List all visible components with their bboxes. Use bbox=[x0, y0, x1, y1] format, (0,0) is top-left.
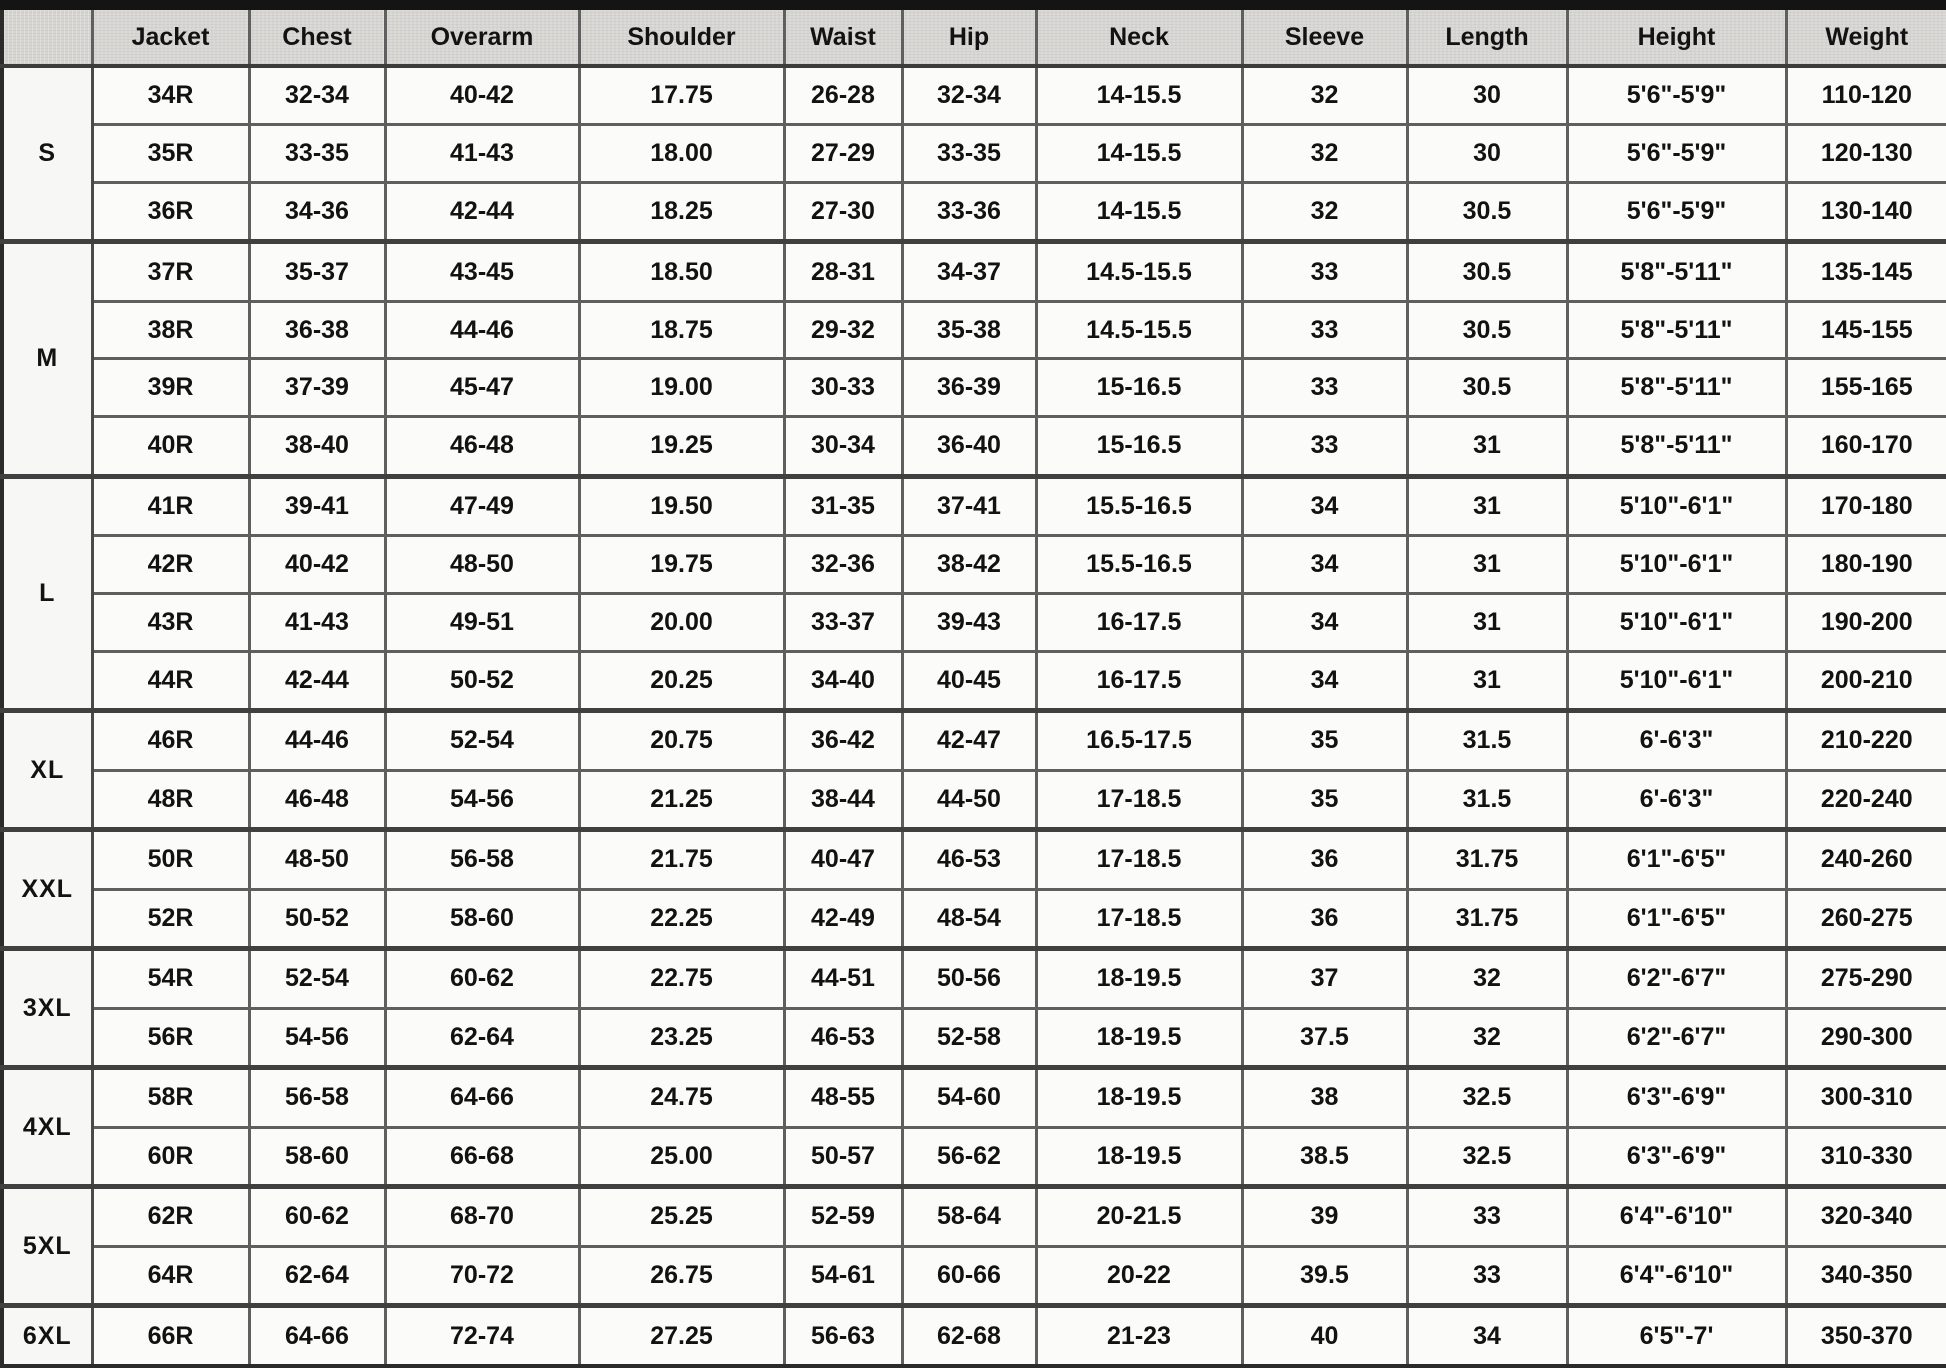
cell-length-46r: 31.5 bbox=[1407, 711, 1567, 771]
cell-neck-46r: 16.5-17.5 bbox=[1036, 711, 1242, 771]
cell-sleeve-56r: 37.5 bbox=[1242, 1008, 1407, 1068]
table-row-60r bbox=[2, 1127, 1946, 1187]
cell-waist-42r: 32-36 bbox=[784, 536, 902, 594]
cell-chest-35r: 33-35 bbox=[249, 125, 385, 183]
cell-hip-39r: 36-39 bbox=[902, 359, 1036, 417]
size-group-label-s: S bbox=[2, 66, 92, 242]
cell-neck-44r: 16-17.5 bbox=[1036, 651, 1242, 711]
cell-overarm-58r: 64-66 bbox=[385, 1068, 579, 1128]
column-header-sleeve: Sleeve bbox=[1242, 5, 1407, 66]
cell-waist-56r: 46-53 bbox=[784, 1008, 902, 1068]
cell-waist-64r: 54-61 bbox=[784, 1246, 902, 1306]
cell-shoulder-62r: 25.25 bbox=[579, 1187, 784, 1247]
cell-height-50r: 6'1"-6'5" bbox=[1567, 830, 1786, 890]
cell-overarm-38r: 44-46 bbox=[385, 301, 579, 359]
cell-chest-38r: 36-38 bbox=[249, 301, 385, 359]
cell-jacket-36r: 36R bbox=[92, 182, 249, 242]
cell-height-38r: 5'8"-5'11" bbox=[1567, 301, 1786, 359]
cell-weight-46r: 210-220 bbox=[1786, 711, 1946, 771]
cell-shoulder-43r: 20.00 bbox=[579, 593, 784, 651]
cell-weight-38r: 145-155 bbox=[1786, 301, 1946, 359]
cell-height-58r: 6'3"-6'9" bbox=[1567, 1068, 1786, 1128]
table-row-62r bbox=[2, 1187, 1946, 1247]
cell-weight-35r: 120-130 bbox=[1786, 125, 1946, 183]
cell-shoulder-34r: 17.75 bbox=[579, 66, 784, 125]
cell-shoulder-46r: 20.75 bbox=[579, 711, 784, 771]
cell-waist-58r: 48-55 bbox=[784, 1068, 902, 1128]
size-group-label-m: M bbox=[2, 242, 92, 476]
cell-chest-66r: 64-66 bbox=[249, 1306, 385, 1366]
cell-height-46r: 6'-6'3" bbox=[1567, 711, 1786, 771]
cell-overarm-34r: 40-42 bbox=[385, 66, 579, 125]
cell-hip-46r: 42-47 bbox=[902, 711, 1036, 771]
cell-length-60r: 32.5 bbox=[1407, 1127, 1567, 1187]
table-row-66r bbox=[2, 1306, 1946, 1366]
cell-height-56r: 6'2"-6'7" bbox=[1567, 1008, 1786, 1068]
cell-sleeve-39r: 33 bbox=[1242, 359, 1407, 417]
table-row-48r bbox=[2, 770, 1946, 830]
cell-sleeve-52r: 36 bbox=[1242, 889, 1407, 949]
cell-waist-39r: 30-33 bbox=[784, 359, 902, 417]
cell-weight-54r: 275-290 bbox=[1786, 949, 1946, 1009]
cell-height-35r: 5'6"-5'9" bbox=[1567, 125, 1786, 183]
cell-length-66r: 34 bbox=[1407, 1306, 1567, 1366]
cell-waist-52r: 42-49 bbox=[784, 889, 902, 949]
cell-waist-60r: 50-57 bbox=[784, 1127, 902, 1187]
cell-overarm-56r: 62-64 bbox=[385, 1008, 579, 1068]
cell-overarm-48r: 54-56 bbox=[385, 770, 579, 830]
table-row-36r bbox=[2, 182, 1946, 242]
size-group-label-l: L bbox=[2, 476, 92, 710]
cell-sleeve-50r: 36 bbox=[1242, 830, 1407, 890]
cell-height-52r: 6'1"-6'5" bbox=[1567, 889, 1786, 949]
cell-chest-41r: 39-41 bbox=[249, 476, 385, 536]
cell-shoulder-38r: 18.75 bbox=[579, 301, 784, 359]
cell-length-35r: 30 bbox=[1407, 125, 1567, 183]
cell-sleeve-40r: 33 bbox=[1242, 417, 1407, 477]
cell-chest-52r: 50-52 bbox=[249, 889, 385, 949]
cell-neck-36r: 14-15.5 bbox=[1036, 182, 1242, 242]
cell-hip-35r: 33-35 bbox=[902, 125, 1036, 183]
size-group-label-6xl: 6XL bbox=[2, 1306, 92, 1366]
cell-length-38r: 30.5 bbox=[1407, 301, 1567, 359]
cell-chest-48r: 46-48 bbox=[249, 770, 385, 830]
cell-weight-42r: 180-190 bbox=[1786, 536, 1946, 594]
cell-weight-36r: 130-140 bbox=[1786, 182, 1946, 242]
cell-jacket-42r: 42R bbox=[92, 536, 249, 594]
cell-length-34r: 30 bbox=[1407, 66, 1567, 125]
cell-length-44r: 31 bbox=[1407, 651, 1567, 711]
table-row-42r bbox=[2, 536, 1946, 594]
cell-waist-44r: 34-40 bbox=[784, 651, 902, 711]
cell-neck-40r: 15-16.5 bbox=[1036, 417, 1242, 477]
column-header-shoulder: Shoulder bbox=[579, 5, 784, 66]
cell-waist-34r: 26-28 bbox=[784, 66, 902, 125]
cell-length-62r: 33 bbox=[1407, 1187, 1567, 1247]
cell-hip-60r: 56-62 bbox=[902, 1127, 1036, 1187]
cell-waist-41r: 31-35 bbox=[784, 476, 902, 536]
cell-hip-43r: 39-43 bbox=[902, 593, 1036, 651]
table-row-56r bbox=[2, 1008, 1946, 1068]
column-header-jacket: Jacket bbox=[92, 5, 249, 66]
size-group-label-xl: XL bbox=[2, 711, 92, 830]
cell-weight-62r: 320-340 bbox=[1786, 1187, 1946, 1247]
cell-sleeve-62r: 39 bbox=[1242, 1187, 1407, 1247]
cell-chest-62r: 60-62 bbox=[249, 1187, 385, 1247]
cell-weight-34r: 110-120 bbox=[1786, 66, 1946, 125]
cell-overarm-64r: 70-72 bbox=[385, 1246, 579, 1306]
cell-jacket-46r: 46R bbox=[92, 711, 249, 771]
cell-height-44r: 5'10"-6'1" bbox=[1567, 651, 1786, 711]
column-header-chest: Chest bbox=[249, 5, 385, 66]
column-header-hip: Hip bbox=[902, 5, 1036, 66]
cell-jacket-52r: 52R bbox=[92, 889, 249, 949]
cell-chest-60r: 58-60 bbox=[249, 1127, 385, 1187]
cell-sleeve-54r: 37 bbox=[1242, 949, 1407, 1009]
cell-weight-40r: 160-170 bbox=[1786, 417, 1946, 477]
cell-height-36r: 5'6"-5'9" bbox=[1567, 182, 1786, 242]
cell-height-42r: 5'10"-6'1" bbox=[1567, 536, 1786, 594]
cell-weight-66r: 350-370 bbox=[1786, 1306, 1946, 1366]
cell-overarm-66r: 72-74 bbox=[385, 1306, 579, 1366]
cell-waist-38r: 29-32 bbox=[784, 301, 902, 359]
table-row-37r bbox=[2, 242, 1946, 302]
cell-length-37r: 30.5 bbox=[1407, 242, 1567, 302]
cell-jacket-34r: 34R bbox=[92, 66, 249, 125]
cell-length-42r: 31 bbox=[1407, 536, 1567, 594]
cell-hip-34r: 32-34 bbox=[902, 66, 1036, 125]
cell-overarm-40r: 46-48 bbox=[385, 417, 579, 477]
cell-overarm-62r: 68-70 bbox=[385, 1187, 579, 1247]
cell-height-48r: 6'-6'3" bbox=[1567, 770, 1786, 830]
cell-hip-37r: 34-37 bbox=[902, 242, 1036, 302]
cell-overarm-41r: 47-49 bbox=[385, 476, 579, 536]
cell-overarm-54r: 60-62 bbox=[385, 949, 579, 1009]
cell-length-54r: 32 bbox=[1407, 949, 1567, 1009]
cell-neck-37r: 14.5-15.5 bbox=[1036, 242, 1242, 302]
cell-shoulder-50r: 21.75 bbox=[579, 830, 784, 890]
cell-length-39r: 30.5 bbox=[1407, 359, 1567, 417]
cell-neck-38r: 14.5-15.5 bbox=[1036, 301, 1242, 359]
table-header bbox=[2, 5, 1946, 66]
cell-weight-58r: 300-310 bbox=[1786, 1068, 1946, 1128]
cell-chest-40r: 38-40 bbox=[249, 417, 385, 477]
cell-height-43r: 5'10"-6'1" bbox=[1567, 593, 1786, 651]
cell-overarm-52r: 58-60 bbox=[385, 889, 579, 949]
cell-neck-42r: 15.5-16.5 bbox=[1036, 536, 1242, 594]
cell-shoulder-41r: 19.50 bbox=[579, 476, 784, 536]
cell-chest-37r: 35-37 bbox=[249, 242, 385, 302]
cell-hip-58r: 54-60 bbox=[902, 1068, 1036, 1128]
cell-hip-40r: 36-40 bbox=[902, 417, 1036, 477]
cell-jacket-39r: 39R bbox=[92, 359, 249, 417]
table-row-43r bbox=[2, 593, 1946, 651]
cell-height-39r: 5'8"-5'11" bbox=[1567, 359, 1786, 417]
cell-length-41r: 31 bbox=[1407, 476, 1567, 536]
cell-overarm-39r: 45-47 bbox=[385, 359, 579, 417]
cell-waist-37r: 28-31 bbox=[784, 242, 902, 302]
table-row-58r bbox=[2, 1068, 1946, 1128]
cell-neck-62r: 20-21.5 bbox=[1036, 1187, 1242, 1247]
cell-weight-60r: 310-330 bbox=[1786, 1127, 1946, 1187]
cell-waist-46r: 36-42 bbox=[784, 711, 902, 771]
cell-jacket-54r: 54R bbox=[92, 949, 249, 1009]
cell-neck-41r: 15.5-16.5 bbox=[1036, 476, 1242, 536]
cell-height-54r: 6'2"-6'7" bbox=[1567, 949, 1786, 1009]
cell-shoulder-56r: 23.25 bbox=[579, 1008, 784, 1068]
cell-shoulder-52r: 22.25 bbox=[579, 889, 784, 949]
cell-shoulder-37r: 18.50 bbox=[579, 242, 784, 302]
cell-length-56r: 32 bbox=[1407, 1008, 1567, 1068]
cell-weight-64r: 340-350 bbox=[1786, 1246, 1946, 1306]
cell-height-64r: 6'4"-6'10" bbox=[1567, 1246, 1786, 1306]
cell-sleeve-36r: 32 bbox=[1242, 182, 1407, 242]
cell-hip-52r: 48-54 bbox=[902, 889, 1036, 949]
cell-hip-48r: 44-50 bbox=[902, 770, 1036, 830]
cell-chest-34r: 32-34 bbox=[249, 66, 385, 125]
cell-sleeve-64r: 39.5 bbox=[1242, 1246, 1407, 1306]
cell-sleeve-35r: 32 bbox=[1242, 125, 1407, 183]
cell-sleeve-48r: 35 bbox=[1242, 770, 1407, 830]
cell-neck-35r: 14-15.5 bbox=[1036, 125, 1242, 183]
cell-weight-50r: 240-260 bbox=[1786, 830, 1946, 890]
cell-jacket-40r: 40R bbox=[92, 417, 249, 477]
cell-shoulder-58r: 24.75 bbox=[579, 1068, 784, 1128]
cell-waist-35r: 27-29 bbox=[784, 125, 902, 183]
cell-shoulder-35r: 18.00 bbox=[579, 125, 784, 183]
cell-shoulder-60r: 25.00 bbox=[579, 1127, 784, 1187]
cell-shoulder-42r: 19.75 bbox=[579, 536, 784, 594]
table-row-40r bbox=[2, 417, 1946, 477]
cell-length-58r: 32.5 bbox=[1407, 1068, 1567, 1128]
cell-neck-54r: 18-19.5 bbox=[1036, 949, 1242, 1009]
cell-chest-50r: 48-50 bbox=[249, 830, 385, 890]
cell-overarm-37r: 43-45 bbox=[385, 242, 579, 302]
column-header-waist: Waist bbox=[784, 5, 902, 66]
cell-jacket-66r: 66R bbox=[92, 1306, 249, 1366]
cell-sleeve-58r: 38 bbox=[1242, 1068, 1407, 1128]
cell-chest-56r: 54-56 bbox=[249, 1008, 385, 1068]
cell-shoulder-44r: 20.25 bbox=[579, 651, 784, 711]
cell-hip-41r: 37-41 bbox=[902, 476, 1036, 536]
cell-sleeve-66r: 40 bbox=[1242, 1306, 1407, 1366]
cell-height-40r: 5'8"-5'11" bbox=[1567, 417, 1786, 477]
cell-height-41r: 5'10"-6'1" bbox=[1567, 476, 1786, 536]
cell-waist-62r: 52-59 bbox=[784, 1187, 902, 1247]
table-row-39r bbox=[2, 359, 1946, 417]
cell-weight-56r: 290-300 bbox=[1786, 1008, 1946, 1068]
cell-shoulder-66r: 27.25 bbox=[579, 1306, 784, 1366]
cell-weight-43r: 190-200 bbox=[1786, 593, 1946, 651]
cell-neck-56r: 18-19.5 bbox=[1036, 1008, 1242, 1068]
cell-waist-48r: 38-44 bbox=[784, 770, 902, 830]
cell-waist-66r: 56-63 bbox=[784, 1306, 902, 1366]
cell-sleeve-44r: 34 bbox=[1242, 651, 1407, 711]
cell-shoulder-40r: 19.25 bbox=[579, 417, 784, 477]
column-header-weight: Weight bbox=[1786, 5, 1946, 66]
table-row-46r bbox=[2, 711, 1946, 771]
cell-neck-64r: 20-22 bbox=[1036, 1246, 1242, 1306]
size-group-label-4xl: 4XL bbox=[2, 1068, 92, 1187]
cell-jacket-50r: 50R bbox=[92, 830, 249, 890]
size-group-label-3xl: 3XL bbox=[2, 949, 92, 1068]
cell-sleeve-38r: 33 bbox=[1242, 301, 1407, 359]
cell-height-37r: 5'8"-5'11" bbox=[1567, 242, 1786, 302]
table-row-64r bbox=[2, 1246, 1946, 1306]
cell-shoulder-54r: 22.75 bbox=[579, 949, 784, 1009]
cell-hip-66r: 62-68 bbox=[902, 1306, 1036, 1366]
cell-jacket-56r: 56R bbox=[92, 1008, 249, 1068]
cell-neck-34r: 14-15.5 bbox=[1036, 66, 1242, 125]
cell-chest-46r: 44-46 bbox=[249, 711, 385, 771]
column-header-height: Height bbox=[1567, 5, 1786, 66]
cell-weight-44r: 200-210 bbox=[1786, 651, 1946, 711]
cell-sleeve-34r: 32 bbox=[1242, 66, 1407, 125]
column-header-neck: Neck bbox=[1036, 5, 1242, 66]
table-row-35r bbox=[2, 125, 1946, 183]
cell-chest-36r: 34-36 bbox=[249, 182, 385, 242]
cell-sleeve-37r: 33 bbox=[1242, 242, 1407, 302]
cell-height-60r: 6'3"-6'9" bbox=[1567, 1127, 1786, 1187]
cell-overarm-60r: 66-68 bbox=[385, 1127, 579, 1187]
cell-waist-43r: 33-37 bbox=[784, 593, 902, 651]
cell-shoulder-39r: 19.00 bbox=[579, 359, 784, 417]
cell-overarm-44r: 50-52 bbox=[385, 651, 579, 711]
cell-height-34r: 5'6"-5'9" bbox=[1567, 66, 1786, 125]
cell-hip-50r: 46-53 bbox=[902, 830, 1036, 890]
cell-hip-36r: 33-36 bbox=[902, 182, 1036, 242]
cell-neck-48r: 17-18.5 bbox=[1036, 770, 1242, 830]
cell-hip-42r: 38-42 bbox=[902, 536, 1036, 594]
cell-length-50r: 31.75 bbox=[1407, 830, 1567, 890]
cell-chest-43r: 41-43 bbox=[249, 593, 385, 651]
table-row-50r bbox=[2, 830, 1946, 890]
cell-shoulder-36r: 18.25 bbox=[579, 182, 784, 242]
cell-neck-60r: 18-19.5 bbox=[1036, 1127, 1242, 1187]
cell-overarm-42r: 48-50 bbox=[385, 536, 579, 594]
cell-sleeve-41r: 34 bbox=[1242, 476, 1407, 536]
cell-length-64r: 33 bbox=[1407, 1246, 1567, 1306]
cell-overarm-43r: 49-51 bbox=[385, 593, 579, 651]
corner-cell bbox=[2, 5, 92, 66]
table-row-41r bbox=[2, 476, 1946, 536]
cell-waist-40r: 30-34 bbox=[784, 417, 902, 477]
cell-jacket-64r: 64R bbox=[92, 1246, 249, 1306]
cell-neck-52r: 17-18.5 bbox=[1036, 889, 1242, 949]
cell-overarm-35r: 41-43 bbox=[385, 125, 579, 183]
cell-jacket-43r: 43R bbox=[92, 593, 249, 651]
cell-weight-37r: 135-145 bbox=[1786, 242, 1946, 302]
cell-chest-42r: 40-42 bbox=[249, 536, 385, 594]
cell-hip-44r: 40-45 bbox=[902, 651, 1036, 711]
cell-jacket-58r: 58R bbox=[92, 1068, 249, 1128]
cell-shoulder-48r: 21.25 bbox=[579, 770, 784, 830]
cell-neck-39r: 15-16.5 bbox=[1036, 359, 1242, 417]
cell-chest-39r: 37-39 bbox=[249, 359, 385, 417]
table-row-34r bbox=[2, 66, 1946, 125]
cell-chest-64r: 62-64 bbox=[249, 1246, 385, 1306]
cell-jacket-41r: 41R bbox=[92, 476, 249, 536]
cell-jacket-60r: 60R bbox=[92, 1127, 249, 1187]
cell-height-62r: 6'4"-6'10" bbox=[1567, 1187, 1786, 1247]
cell-hip-62r: 58-64 bbox=[902, 1187, 1036, 1247]
table-row-54r bbox=[2, 949, 1946, 1009]
cell-waist-50r: 40-47 bbox=[784, 830, 902, 890]
cell-neck-43r: 16-17.5 bbox=[1036, 593, 1242, 651]
cell-jacket-62r: 62R bbox=[92, 1187, 249, 1247]
size-group-label-xxl: XXL bbox=[2, 830, 92, 949]
cell-overarm-46r: 52-54 bbox=[385, 711, 579, 771]
cell-chest-54r: 52-54 bbox=[249, 949, 385, 1009]
cell-jacket-38r: 38R bbox=[92, 301, 249, 359]
column-header-overarm: Overarm bbox=[385, 5, 579, 66]
cell-sleeve-43r: 34 bbox=[1242, 593, 1407, 651]
cell-hip-56r: 52-58 bbox=[902, 1008, 1036, 1068]
cell-jacket-37r: 37R bbox=[92, 242, 249, 302]
cell-waist-36r: 27-30 bbox=[784, 182, 902, 242]
cell-shoulder-64r: 26.75 bbox=[579, 1246, 784, 1306]
table-row-38r bbox=[2, 301, 1946, 359]
cell-height-66r: 6'5"-7' bbox=[1567, 1306, 1786, 1366]
cell-weight-52r: 260-275 bbox=[1786, 889, 1946, 949]
cell-jacket-48r: 48R bbox=[92, 770, 249, 830]
cell-chest-58r: 56-58 bbox=[249, 1068, 385, 1128]
cell-neck-66r: 21-23 bbox=[1036, 1306, 1242, 1366]
table-row-52r bbox=[2, 889, 1946, 949]
cell-overarm-50r: 56-58 bbox=[385, 830, 579, 890]
cell-chest-44r: 42-44 bbox=[249, 651, 385, 711]
cell-hip-64r: 60-66 bbox=[902, 1246, 1036, 1306]
header-row bbox=[2, 5, 1946, 66]
cell-sleeve-46r: 35 bbox=[1242, 711, 1407, 771]
cell-weight-41r: 170-180 bbox=[1786, 476, 1946, 536]
cell-length-48r: 31.5 bbox=[1407, 770, 1567, 830]
cell-overarm-36r: 42-44 bbox=[385, 182, 579, 242]
cell-length-40r: 31 bbox=[1407, 417, 1567, 477]
cell-neck-50r: 17-18.5 bbox=[1036, 830, 1242, 890]
column-header-length: Length bbox=[1407, 5, 1567, 66]
cell-sleeve-42r: 34 bbox=[1242, 536, 1407, 594]
cell-waist-54r: 44-51 bbox=[784, 949, 902, 1009]
size-group-label-5xl: 5XL bbox=[2, 1187, 92, 1306]
cell-neck-58r: 18-19.5 bbox=[1036, 1068, 1242, 1128]
cell-weight-39r: 155-165 bbox=[1786, 359, 1946, 417]
table-body bbox=[2, 66, 1946, 1366]
cell-weight-48r: 220-240 bbox=[1786, 770, 1946, 830]
cell-hip-54r: 50-56 bbox=[902, 949, 1036, 1009]
cell-jacket-44r: 44R bbox=[92, 651, 249, 711]
cell-hip-38r: 35-38 bbox=[902, 301, 1036, 359]
cell-sleeve-60r: 38.5 bbox=[1242, 1127, 1407, 1187]
cell-jacket-35r: 35R bbox=[92, 125, 249, 183]
cell-length-36r: 30.5 bbox=[1407, 182, 1567, 242]
cell-length-43r: 31 bbox=[1407, 593, 1567, 651]
cell-length-52r: 31.75 bbox=[1407, 889, 1567, 949]
table-row-44r bbox=[2, 651, 1946, 711]
